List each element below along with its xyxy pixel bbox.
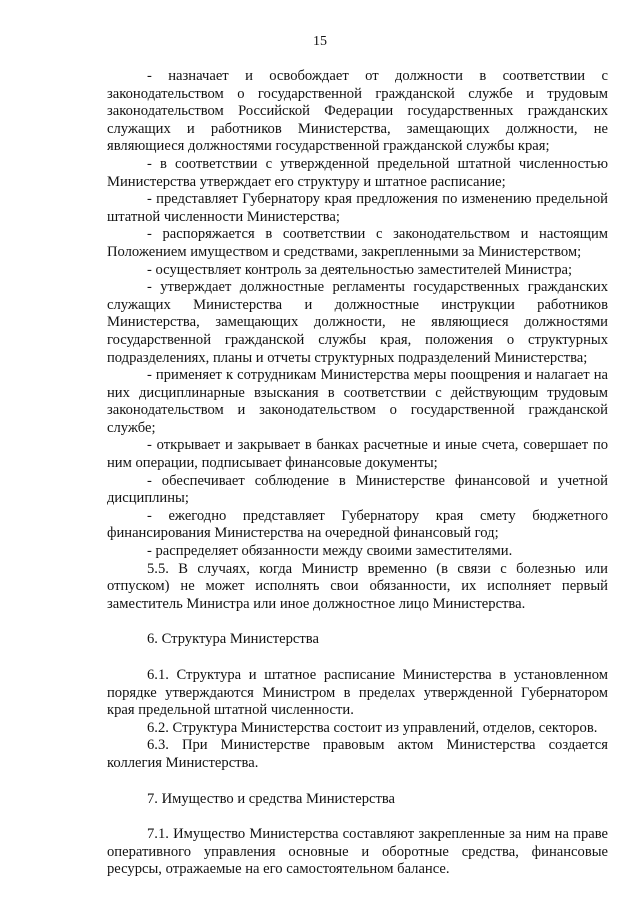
list-item: - открывает и закрывает в банках расчетные и иные счета, совершает по ним операции, подписывает финансовые документы; [107, 437, 608, 472]
section-6-heading: 6. Структура Министерства [147, 631, 319, 648]
page-number: 15 [313, 34, 327, 49]
list-item: - распоряжается в соответствии с законодательством и настоящим Положением имуществом и средствами, закрепленными за Министерством; [107, 226, 608, 260]
list-item: - обеспечивает соблюдение в Министерстве финансовой и учетной дисциплины; [107, 472, 608, 507]
list-item: - в соответствии с утвержденной предельной штатной численностью Министерства утверждает его структуру и штатное расписание; [107, 155, 608, 190]
list-item: - назначает и освобождает от должности в соответствии с законодательством о государственной гражданской службе и трудовым законодательством Российской Федерации государственных гражданских служащих и работников Министерства, замещающих должности, не являющиеся должностями государственной гражданской службы края; [107, 68, 608, 155]
list-item: - ежегодно представляет Губернатору края смету бюджетного финансирования Министерства на очередной финансовый год; [107, 507, 608, 542]
list-item: - утверждает должностные регламенты государственных гражданских служащих Министерства и должностные инструкции работников Министерства, замещающих должности, не являющиеся должностями государственной гражданской службы края, положения о структурных подразделениях, планы и отчеты структурных подразделений Министерства; [107, 279, 608, 366]
document-body [107, 68, 608, 879]
section-7-heading: 7. Имущество и средства Министерства [147, 790, 396, 807]
clause-6-3: 6.3. При Министерстве правовым актом Министерства создается коллегия Министерства. [107, 737, 608, 771]
clause-7-1: 7.1. Имущество Министерства составляют закрепленные за ним на праве оперативного управления основные и оборотные средства, финансовые ресурсы, отражаемые на его самостоятельном балансе. [107, 826, 608, 878]
list-item: - распределяет обязанности между своими заместителями. [147, 543, 513, 560]
clause-6-2: 6.2. Структура Министерства состоит из управлений, отделов, секторов. [147, 719, 598, 736]
clause-6-1: 6.1. Структура и штатное расписание Министерства в установленном порядке утверждаются Министром в пределах утвержденной Губернатором края предельной штатной численности. [107, 667, 608, 719]
list-item: - осуществляет контроль за деятельностью заместителей Министра; [147, 261, 573, 278]
clause-5-5: 5.5. В случаях, когда Министр временно (в связи с болезнью или отпуском) не может исполнять свои обязанности, их исполняет первый заместитель Министра или иное должностное лицо Министерства. [107, 560, 608, 612]
list-item: - применяет к сотрудникам Министерства меры поощрения и налагает на них дисциплинарные взыскания в соответствии с действующим трудовым законодательством и законодательством о государственной гражданской службе; [107, 367, 608, 436]
list-item: - представляет Губернатору края предложения по изменению предельной штатной численности Министерства; [107, 191, 608, 225]
